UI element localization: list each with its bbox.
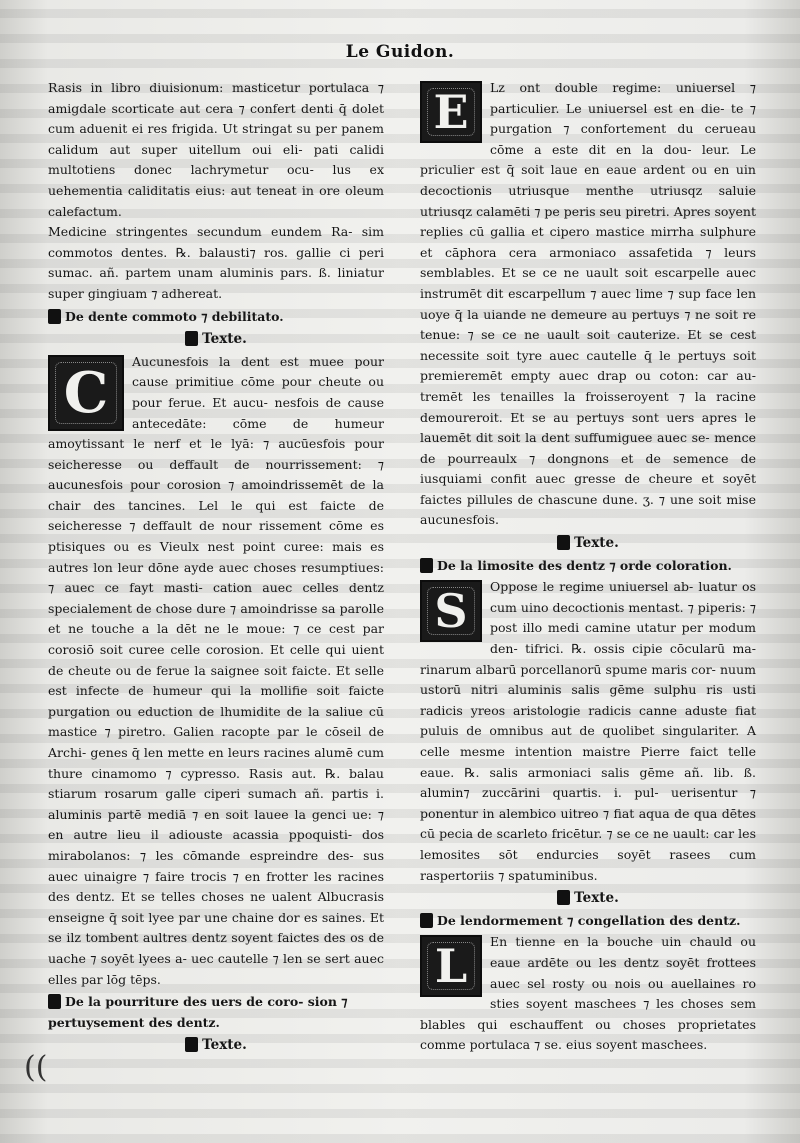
initial-letter: C	[63, 359, 109, 426]
texte-label-text: Texte.	[574, 535, 619, 552]
initial-letter: E	[433, 85, 469, 139]
texte-label	[48, 329, 384, 350]
paragraph: Medicine stringentes secundum eundem Ra- sim commotos dentes. ℞. balausti⁊ ros. gallie ci peri sumac. añ. partem unam aluminis pars. ß. liniatur super gingiuam ⁊ adhereat.	[48, 224, 384, 301]
pilcrow-icon	[185, 1037, 198, 1052]
pilcrow-icon	[420, 558, 433, 573]
section-heading	[420, 911, 756, 932]
texte-label	[420, 533, 756, 554]
section-heading-text: De la limosite des dentz ⁊ orde coloration.	[437, 557, 732, 573]
running-head: Le Guidon.	[345, 42, 455, 62]
texte-label-text: Texte.	[202, 1037, 247, 1054]
initial-letter: S	[434, 584, 468, 639]
decorated-initial	[420, 935, 482, 997]
paragraph: Rasis in libro diuisionum: masticetur portulaca ⁊ amigdale scorticate aut cera ⁊ confert denti q̄ dolet cum aduenit ei res frigida. Ut stringat su per panem calidum aut super uitellum oui eli- pati calidi multotiens donec lachrymetur ocu- lus ex uehementia caliditatis eius: aut teneat in ore oleum calefactum.	[48, 80, 384, 219]
initial-letter: L	[434, 939, 468, 994]
section-heading	[48, 992, 384, 1033]
decorated-initial	[420, 81, 482, 143]
paragraph: Lz ont double regime: uniuersel ⁊ particulier. Le uniuersel est en die- te ⁊ purgation ⁊ confortement du cerueau cōme a este dit en la dou- leur. Le priculier est q̄ soit laue en eaue ardent ou en uin decoctionis utriusque menthe utriusqz saluie utriusqz calamēti ⁊ pe peris seu piretri. Apres soyent replies cū gallia et cipero mastice mirrha sulphure et cāphora cera armoniaco assafetida ⁊ leurs semblables. Et se ce ne uault soit escarpelle auec instrumēt dit escarpellum ⁊ auec lime ⁊ sup face len uoye q̄ la uiande ne demeure au pertuys ⁊ ne soit re tenue: ⁊ se ce ne uault soit cauterize. Et se cest necessite soit tyre auec cautelle q̄ le pertuys soit premieremēt empty auec drap ou coton: car au- tremēt les tenailles la froisseroyent ⁊ la racine demoureroit. Et se au pertuys sont uers apres le lauemēt dit soit la dent suffumiguee auec se- mence de pourreaulx ⁊ dongnons et de semence de iusquiami confit auec gresse de cheure et soyēt faictes pillules de chascune dune. ʒ. ⁊ une soit mise aucunesfois.	[420, 80, 756, 528]
left-column	[48, 78, 384, 1058]
paragraph: Oppose le regime uniuersel ab- luatur os cum uino decoctionis mentast. ⁊ piperis: ⁊ post illo medi camine utatur per modum den- tifrici. ℞. ossis cipie cōcularū ma- rinarum albarū porcellanorū spume maris cor- nuum ustorū nitri aluminis salis gēme sulphu ris usti radicis yreos aristologie radicis canne aduste fiat puluis de omnibus aut de quolibet singulariter. A celle mesme intention maistre Pierre faict telle eaue. ℞. salis armoniaci salis gēme añ. lib. ß. alumin⁊ zuccārini quartis. i. pul- uerisentur ⁊ ponentur in alembico uitreo ⁊ fiat aqua de qua dētes cū pecia de scarleto fricētur. ⁊ se ce ne uault: car les lemosites sōt endurcies soyēt rasees cum raspertoriis ⁊ spatuminibus.	[420, 579, 756, 883]
section-heading-text: De la pourriture des uers de coro- sion ⁊ pertuysement des dentz.	[48, 994, 348, 1030]
texte-label-text: Texte.	[574, 890, 619, 907]
right-column	[420, 78, 756, 1056]
texte-label-text: Texte.	[202, 331, 247, 348]
section-heading	[48, 307, 384, 328]
paragraph: Aucunesfois la dent est muee pour cause primitiue cōme pour cheute ou pour ferue. Et aucu- nesfois de cause antecedāte: cōme de humeur amoytissant le nerf et le lyā: ⁊ aucūesfois pour seicheresse ou deffault de nourrissement: ⁊ aucunesfois pour corosion ⁊ amoindrissemēt de la chair des tancines. Lel le qui est faicte de seicheresse ⁊ deffault de nour rissement cōme es ptisiques ou es Vieulx nest point curee: mais es autres lon leur dōne ayde auec choses resumptiues: ⁊ auec ce fayt masti- cation auec celles dentz specialement de chose dure ⁊ amoindrisse sa parolle et ne touche a la dēt ne le moue: ⁊ ce cest par corosiō soit curee celle corosion. Et celle qui uient de cheute ou de ferue la saignee soit faicte. Et selle est infecte de humeur qui la mollifie soit faicte purgation ou eduction de lhumidite de la saliue cū mastice ⁊ piretro. Galien racopte par le cōseil de Archi- genes q̄ len mette en leurs racines alumē cum thure cinamomo ⁊ cypresso. Rasis aut. ℞. balau stiarum rosarum galle ciperi sumach añ. partis i. aluminis partē mediā ⁊ en soit lauee la genci ue: ⁊ en autre lieu il adiouste acassia ppoquisti- dos mirabolanos: ⁊ les cōmande espreindre des- sus auec uinaigre ⁊ faire trocis ⁊ en frotter les racines des dentz. Et se telles choses ne ualent Albucrasis enseigne q̄ soit lyee par une chaine dor es saines. Et se ilz tombent aultres dentz soyent faictes des os de uache ⁊ soyēt lyees a- uec cautelle ⁊ len se sert auec elles par lōg tēps.	[48, 353, 384, 987]
paragraph: En tienne en la bouche uin chauld ou eaue ardēte ou les dentz soyēt frottees auec sel rosty ou nois ou auellaines ro sties soyent maschees ⁊ les choses sem blables qui eschauffent ou choses proprietates comme portulaca ⁊ se. eius soyent maschees.	[420, 934, 756, 1053]
pilcrow-icon	[557, 535, 570, 550]
section-heading-text: De dente commoto ⁊ debilitato.	[65, 308, 284, 324]
pilcrow-icon	[48, 994, 61, 1009]
decorated-initial	[48, 355, 124, 431]
pilcrow-icon	[557, 890, 570, 905]
texte-label	[48, 1035, 384, 1056]
section-heading-text: De lendormement ⁊ congellation des dentz.	[437, 912, 741, 928]
margin-mark: ((	[24, 1050, 48, 1085]
pilcrow-icon	[185, 331, 198, 346]
section-heading	[420, 556, 756, 577]
pilcrow-icon	[48, 309, 61, 324]
pilcrow-icon	[420, 913, 433, 928]
decorated-initial	[420, 580, 482, 642]
texte-label	[420, 888, 756, 909]
